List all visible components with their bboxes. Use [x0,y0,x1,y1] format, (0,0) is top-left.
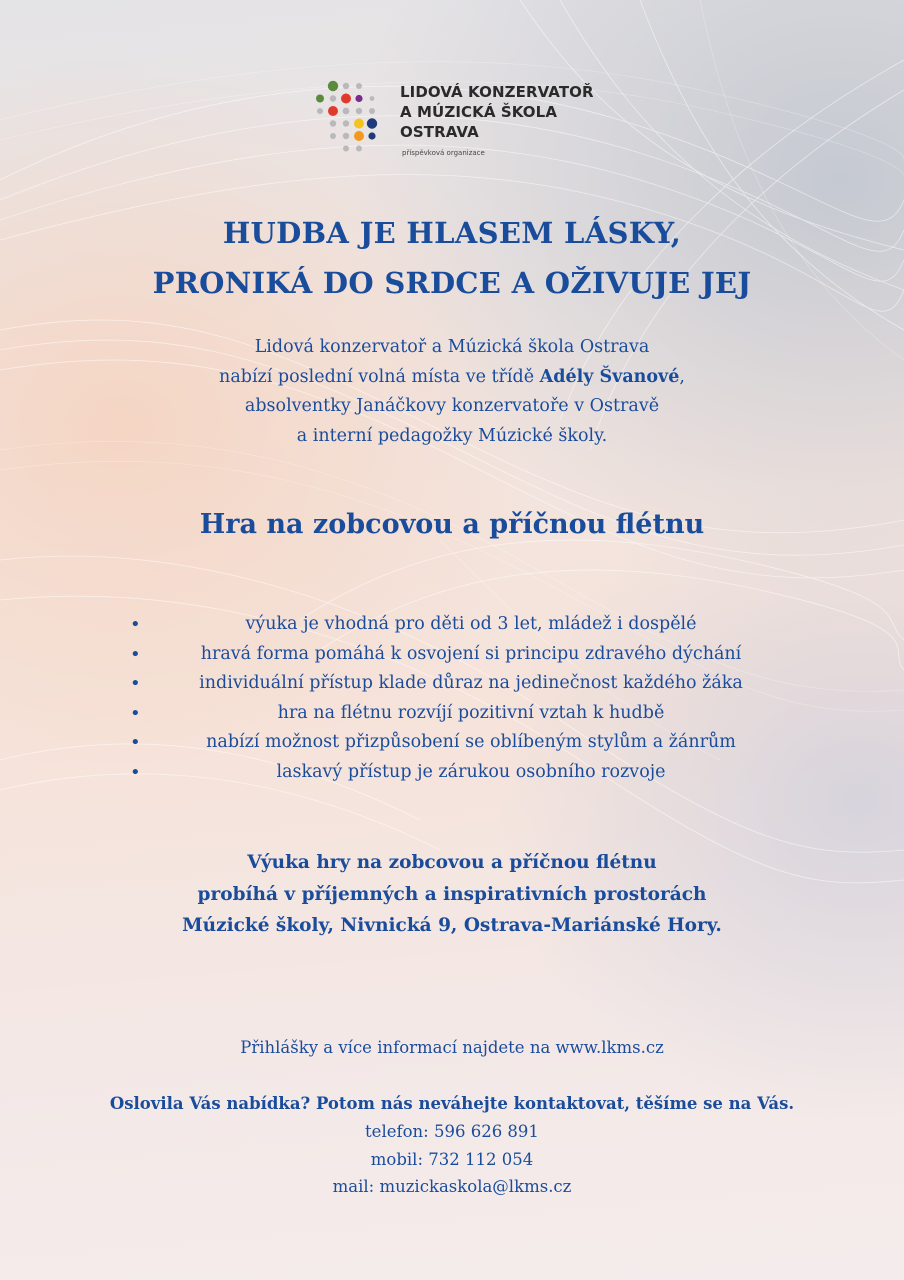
logo-dot [354,119,364,129]
logo-dot [354,131,364,141]
logo-dot [368,132,375,139]
logo-dot [343,146,349,152]
logo-wordmark [400,82,594,142]
bullet-icon: • [130,673,141,694]
logo-dot [316,95,324,103]
logo-dot [343,120,349,126]
location-line-1: Výuka hry na zobcovou a příčnou flétnu [247,852,657,873]
contact-phone: telefon: 596 626 891 [365,1122,539,1141]
logo-dot [356,83,362,89]
logo-subtitle: příspěvková organizace [402,149,485,157]
list-item [126,699,786,729]
list-item-text: hravá forma pomáhá k osvojení si principu zdravého dýchání [200,643,742,664]
logo-dot [343,108,350,115]
list-item-text: nabízí možnost přizpůsobení se oblíbeným stylům a žánrům [206,732,736,752]
list-item [126,669,786,699]
website-link[interactable]: www.lkms.cz [555,1038,664,1057]
bullet-icon: • [130,643,141,665]
logo-dot [328,81,338,91]
logo-dot [356,108,362,114]
location-paragraph [0,847,904,942]
logo-dot [355,95,362,102]
bullet-icon: • [130,761,141,783]
page-headline [0,208,904,308]
contact-mobile: mobil: 732 112 054 [370,1149,534,1169]
logo-dot [330,120,336,126]
logo-dot [328,106,338,116]
intro-line-2 [0,363,904,393]
intro-line-2-prefix: nabízí poslední volná místa ve třídě [219,366,540,387]
contact-details [0,1118,904,1201]
list-item [126,640,786,670]
logo-line-1: LIDOVÁ KONZERVATOŘ [400,83,594,101]
teacher-name: Adély Švanové [539,366,680,387]
bullet-icon: • [130,732,141,753]
logo-dot [341,94,351,104]
list-item [126,758,786,788]
logo-dot [317,108,323,114]
apply-info [0,1034,904,1062]
list-item-text: hra na flétnu rozvíjí pozitivní vztah k hudbě [277,702,665,723]
list-item-text: individuální přístup klade důraz na jedinečnost každého žáka [199,673,743,693]
bullet-icon: • [130,702,141,724]
benefits-list [126,610,786,787]
intro-line-3: absolventky Janáčkovy konzervatoře v Ostravě [244,396,660,416]
logo-dot [330,133,336,139]
list-item-text: laskavý přístup je zárukou osobního rozvoje [276,761,666,782]
contact-mail [0,1173,904,1201]
list-item [126,728,786,758]
logo-dot [370,96,375,101]
bullet-icon: • [130,614,141,635]
logo-dot [330,95,336,101]
list-item-text: výuka je vhodná pro děti od 3 let, mládež i dospělé [245,614,697,634]
apply-text: Přihlášky a více informací najdete na [240,1038,556,1057]
school-logo [312,78,612,168]
logo-dot [369,108,375,114]
logo-dot [343,133,349,139]
logo-line-3: OSTRAVA [400,123,479,141]
logo-dot [343,83,349,89]
intro-paragraph [0,333,904,451]
email-link[interactable]: muzickaskola@lkms.cz [379,1177,572,1196]
location-line-3: Múzické školy, Nivnická 9, Ostrava-Mariánské Hory. [182,915,722,936]
intro-line-1: Lidová konzervatoř a Múzická škola Ostrava [254,337,650,357]
logo-dots-icon [312,78,392,158]
intro-line-4: a interní pedagožky Múzické školy. [296,425,608,446]
logo-line-2: A MÚZICKÁ ŠKOLA [400,103,558,121]
headline-line-1: HUDBA JE HLASEM LÁSKY, [222,216,682,250]
location-line-2: probíhá v příjemných a inspirativních prostorách [197,883,707,905]
contact-heading: Oslovila Vás nabídka? Potom nás neváhejte kontaktovat, těšíme se na Vás. [109,1094,795,1113]
intro-line-2-suffix: , [679,366,685,387]
logo-dot [356,146,362,152]
headline-line-2: PRONIKÁ DO SRDCE A OŽIVUJE JEJ [152,266,752,300]
subject-heading: Hra na zobcovou a příčnou flétnu [199,509,705,540]
mail-label: mail: [332,1177,380,1196]
logo-dot [367,118,377,128]
list-item [126,610,786,640]
